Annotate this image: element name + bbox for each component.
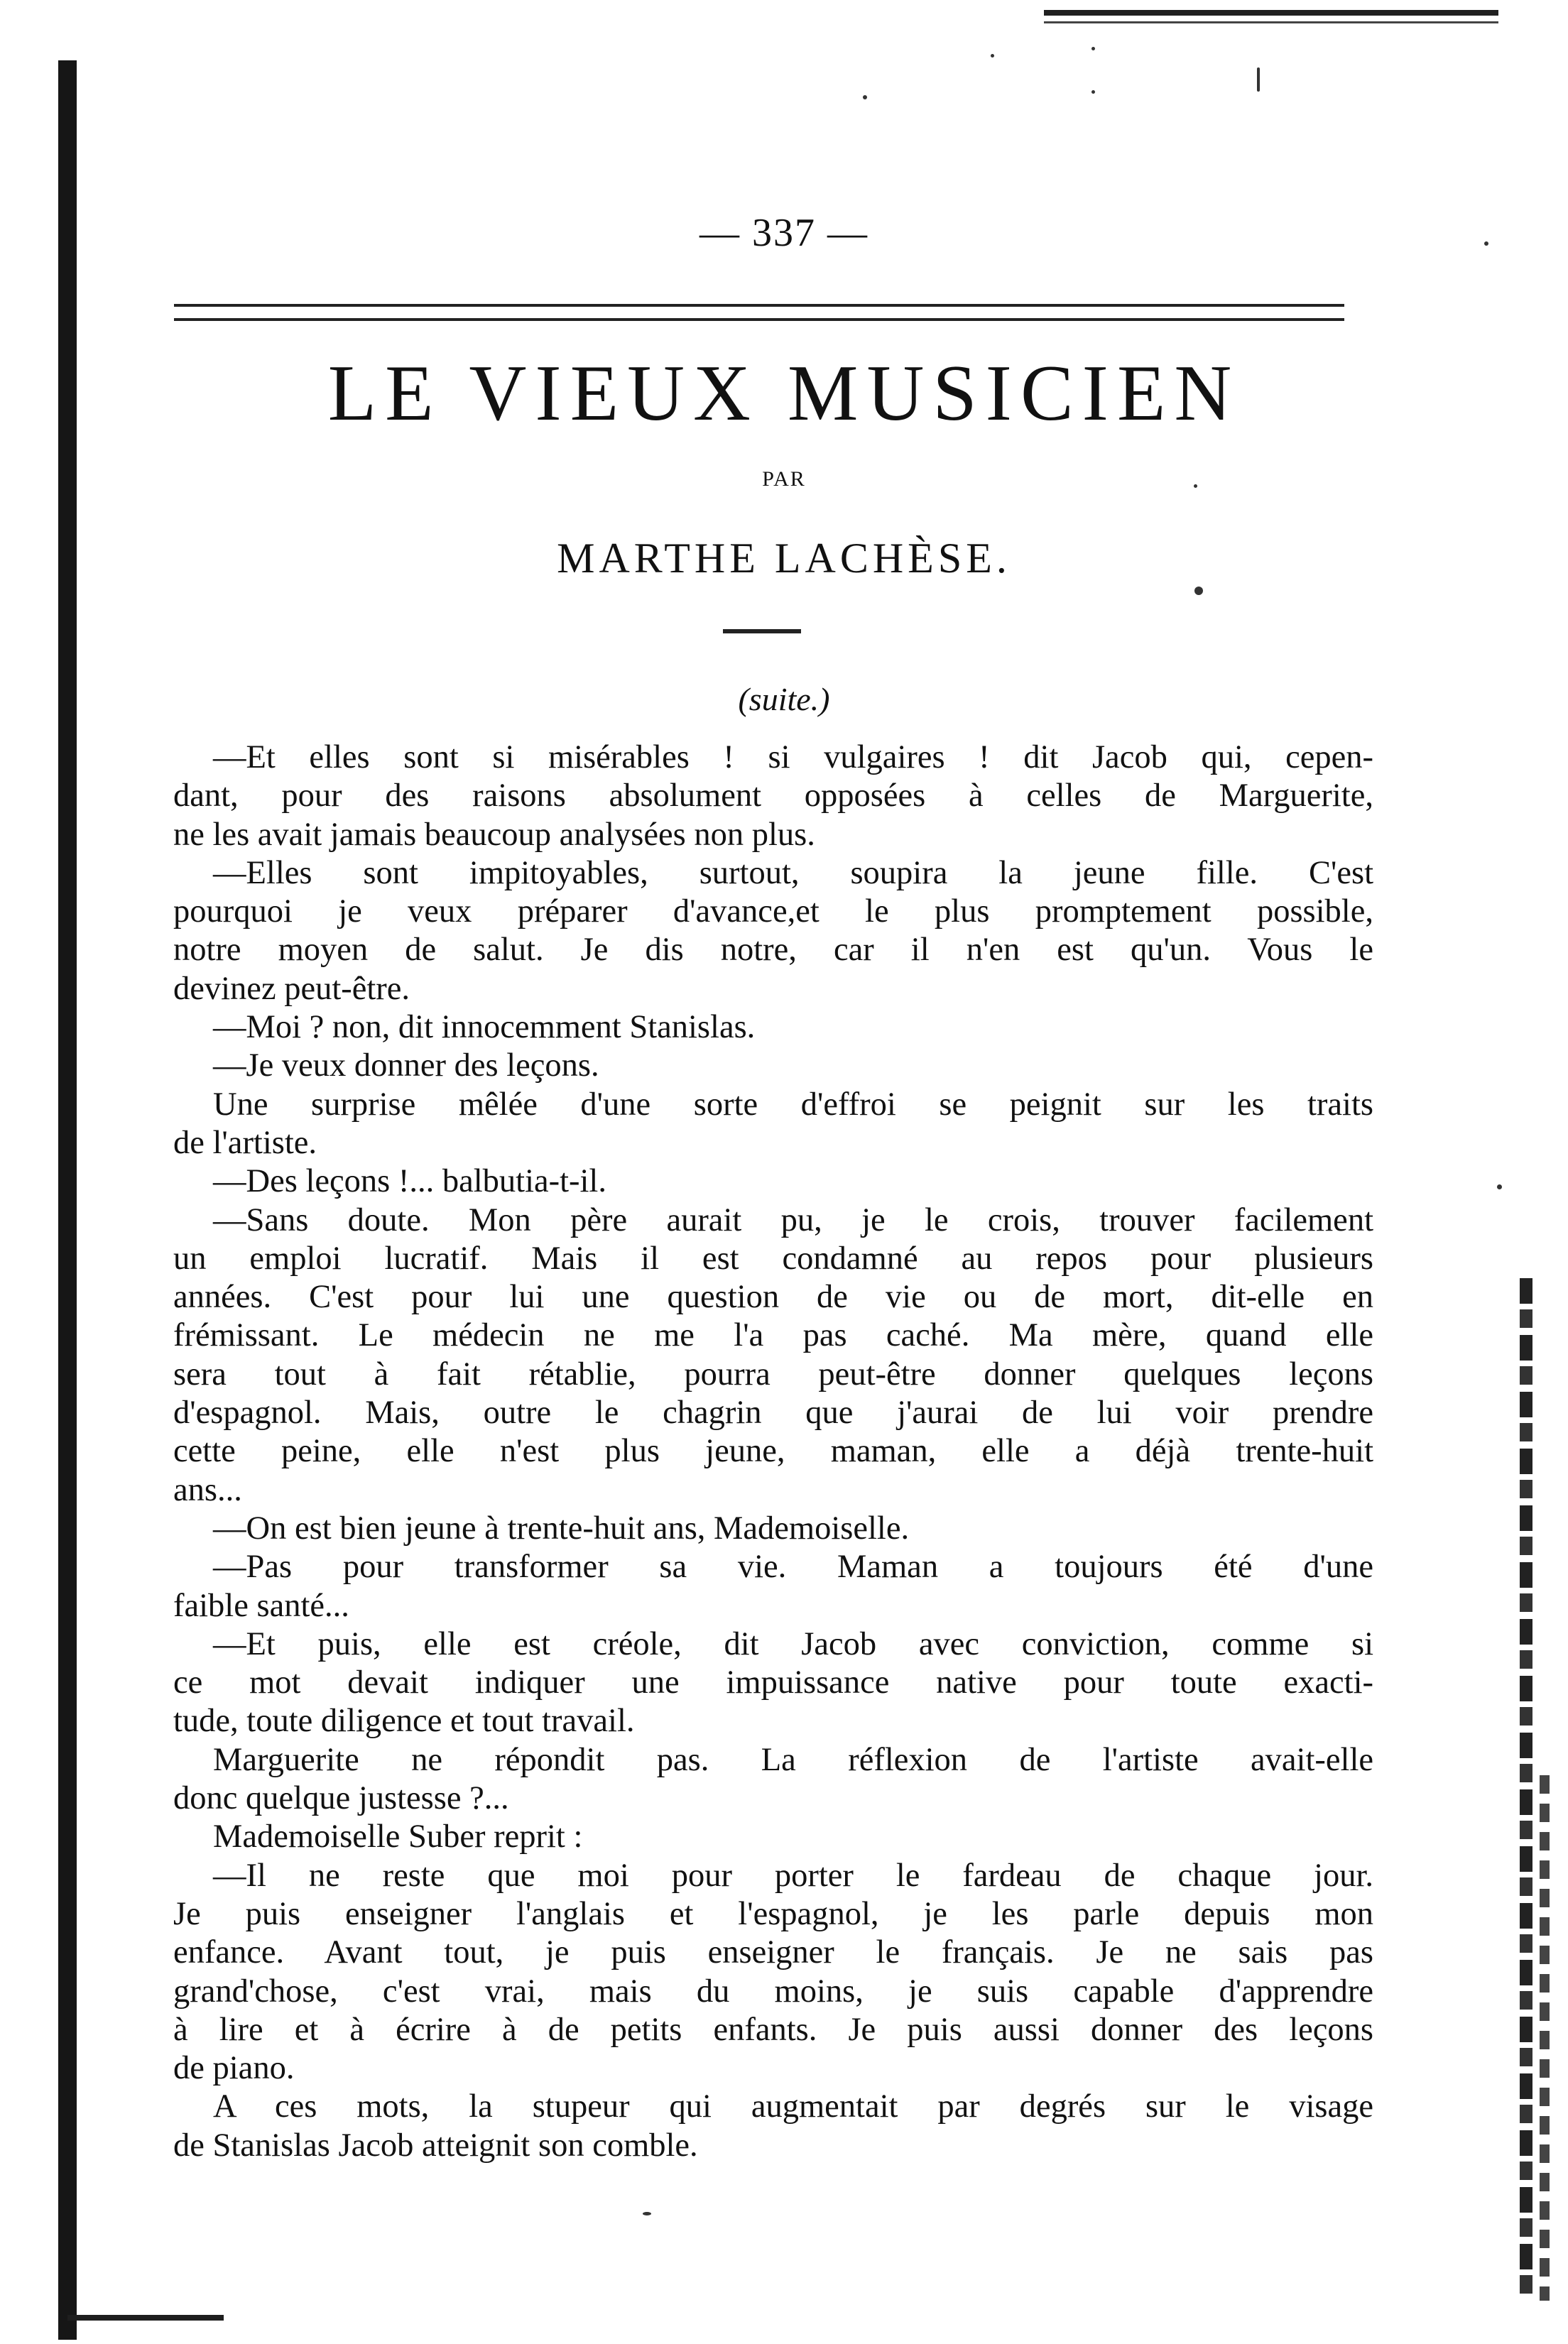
text-line: pourquoi je veux préparer d'avance,et le plus promptement possible,	[173, 893, 1373, 930]
text-line: un emploi lucratif. Mais il est condamné au repos pour plusieurs	[173, 1240, 1373, 1277]
text-line: à lire et à écrire à de petits enfants. Je puis aussi donner des leçons	[173, 2011, 1373, 2048]
text-line: années. C'est pour lui une question de vie ou de mort, dit-elle en	[173, 1279, 1373, 1316]
scan-edge-top-thin	[1044, 21, 1498, 23]
text-line: de l'artiste.	[173, 1124, 317, 1161]
article-body	[173, 738, 1373, 2165]
text-line: Mademoiselle Suber reprit :	[213, 1819, 583, 1855]
text-line: de Stanislas Jacob atteignit son comble.	[173, 2127, 698, 2164]
text-line: enfance. Avant tout, je puis enseigner le français. Je ne sais pas	[173, 1934, 1373, 1971]
scan-edge-right-outer	[1540, 1775, 1550, 2301]
text-line: frémissant. Le médecin ne me l'a pas caché. Ma mère, quand elle	[173, 1317, 1373, 1354]
short-divider	[723, 629, 801, 633]
text-line: —Pas pour transformer sa vie. Maman a toujours été d'une	[213, 1549, 1373, 1586]
text-line: notre moyen de salut. Je dis notre, car il n'en est qu'un. Vous le	[173, 932, 1373, 969]
text-line: cette peine, elle n'est plus jeune, maman, elle a déjà trente-huit	[173, 1433, 1373, 1470]
text-line: ce mot devait indiquer une impuissance native pour toute exacti-	[173, 1664, 1373, 1701]
text-line: faible santé...	[173, 1587, 349, 1624]
header-double-rule	[174, 304, 1344, 321]
text-line: Une surprise mêlée d'une sorte d'effroi se peignit sur les traits	[213, 1086, 1373, 1123]
text-line: —Et elles sont si misérables ! si vulgaires ! dit Jacob qui, cepen-	[213, 739, 1373, 775]
text-line: donc quelque justesse ?...	[173, 1780, 509, 1817]
text-line: sera tout à fait rétablie, pourra peut-être donner quelques leçons	[173, 1356, 1373, 1392]
continued-label: (suite.)	[738, 681, 830, 717]
text-line: dant, pour des raisons absolument opposées à celles de Marguerite,	[173, 778, 1373, 814]
text-line: tude, toute diligence et tout travail.	[173, 1703, 635, 1740]
text-line: —Et puis, elle est créole, dit Jacob avec conviction, comme si	[213, 1625, 1373, 1662]
text-line: d'espagnol. Mais, outre le chagrin que j'aurai de lui voir prendre	[173, 1395, 1373, 1432]
text-line: de piano.	[173, 2050, 295, 2087]
page-number: — 337 —	[699, 211, 869, 255]
text-line: devinez peut-être.	[173, 970, 410, 1007]
text-line: —On est bien jeune à trente-huit ans, Mademoiselle.	[213, 1510, 910, 1547]
story-title: LE VIEUX MUSICIEN	[327, 349, 1241, 437]
text-line: —Sans doute. Mon père aurait pu, je le crois, trouver facilement	[213, 1201, 1373, 1238]
text-line: grand'chose, c'est vrai, mais du moins, je suis capable d'apprendre	[173, 1973, 1373, 2010]
text-line: ans...	[173, 1471, 242, 1508]
byline-par: PAR	[762, 467, 806, 491]
text-line: —Moi ? non, dit innocemment Stanislas.	[213, 1009, 756, 1046]
text-line: Marguerite ne répondit pas. La réflexion de l'artiste avait-elle	[213, 1741, 1373, 1778]
author-name: MARTHE LACHÈSE.	[557, 535, 1011, 582]
text-line: ne les avait jamais beaucoup analysées non plus.	[173, 816, 815, 853]
text-line: —Il ne reste que moi pour porter le fardeau de chaque jour.	[213, 1857, 1373, 1894]
text-line: —Je veux donner des leçons.	[213, 1047, 599, 1084]
scan-edge-top	[1044, 10, 1498, 16]
text-line: A ces mots, la stupeur qui augmentait par degrés sur le visage	[213, 2088, 1373, 2125]
text-line: —Des leçons !... balbutia-t-il.	[213, 1163, 606, 1200]
scan-edge-right	[1520, 1278, 1532, 2301]
text-line: Je puis enseigner l'anglais et l'espagnol, je les parle depuis mon	[173, 1895, 1373, 1932]
scan-edge-bottom	[67, 2315, 224, 2321]
text-line: —Elles sont impitoyables, surtout, soupira la jeune fille. C'est	[213, 854, 1373, 891]
